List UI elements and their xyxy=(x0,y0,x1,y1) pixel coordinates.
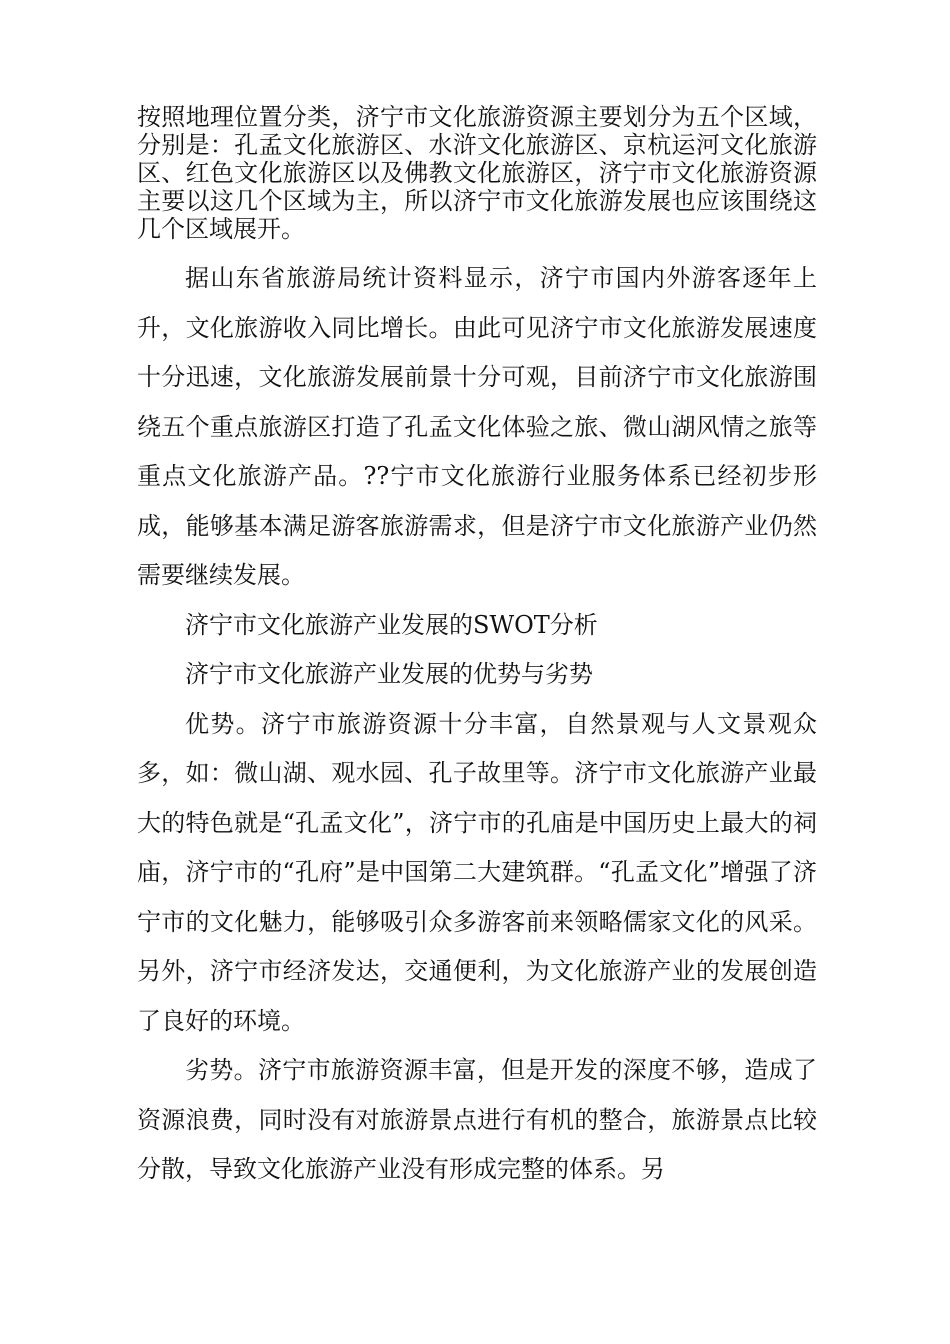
section-heading-swot: 济宁市文化旅游产业发展的SWOT分析 xyxy=(185,610,598,639)
document-page xyxy=(137,103,817,1195)
paragraph-regional-division: 按照地理位置分类，济宁市文化旅游资源主要划分为五个区域，分别是：孔孟文化旅游区、水浒文化旅游区、京杭运河文化旅游区、红色文化旅游区以及佛教文化旅游区，济宁市文化旅游资源主要以这几个区域为主，所以济宁市文化旅游发展也应该围绕这几个区域展开。 xyxy=(137,103,817,243)
paragraph-strengths: 优势。济宁市旅游资源十分丰富，自然景观与人文景观众多，如：微山湖、观水园、孔子故里等。济宁市文化旅游产业最大的特色就是“孔孟文化”，济宁市的孔庙是中国历史上最大的祠庙，济宁市的“孔府”是中国第二大建筑群。“孔孟文化”增强了济宁市的文化魅力，能够吸引众多游客前来领略儒家文化的风采。另外，济宁市经济发达，交通便利，为文化旅游产业的发展创造了良好的环境。 xyxy=(137,709,817,1035)
subsection-heading-strengths-weaknesses: 济宁市文化旅游产业发展的优势与劣势 xyxy=(185,660,593,688)
paragraph-weaknesses: 劣势。济宁市旅游资源丰富，但是开发的深度不够，造成了资源浪费，同时没有对旅游景点进行有机的整合，旅游景点比较分散，导致文化旅游产业没有形成完整的体系。另 xyxy=(137,1056,817,1183)
paragraph-tourism-statistics: 据山东省旅游局统计资料显示，济宁市国内外游客逐年上升，文化旅游收入同比增长。由此可见济宁市文化旅游发展速度十分迅速，文化旅游发展前景十分可观，目前济宁市文化旅游围绕五个重点旅游区打造了孔孟文化体验之旅、微山湖风情之旅等重点文化旅游产品。??宁市文化旅游行业服务体系已经初步形成，能够基本满足游客旅游需求，但是济宁市文化旅游产业仍然需要继续发展。 xyxy=(137,264,817,589)
